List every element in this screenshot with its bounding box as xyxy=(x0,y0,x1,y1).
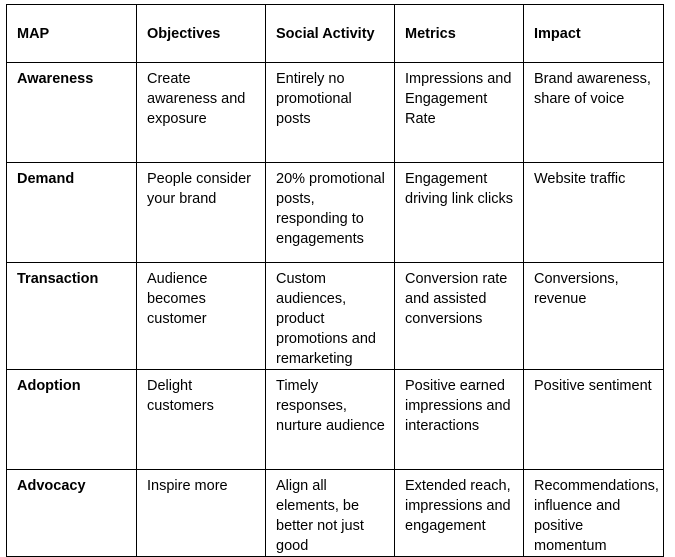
impact-cell: Positive sentiment xyxy=(524,370,664,470)
social-activity-cell: Custom audiences, product promotions and remarketing xyxy=(266,263,395,370)
objectives-cell: Inspire more xyxy=(137,470,266,557)
table-header-row xyxy=(7,5,664,63)
impact-cell: Conversions, revenue xyxy=(524,263,664,370)
metrics-cell: Extended reach, impressions and engagement xyxy=(395,470,524,557)
table-row-adoption xyxy=(7,370,664,470)
impact-cell: Brand awareness, share of voice xyxy=(524,63,664,163)
header-cell-map: MAP xyxy=(7,5,137,63)
metrics-cell: Conversion rate and assisted conversions xyxy=(395,263,524,370)
metrics-cell: Impressions and Engagement Rate xyxy=(395,63,524,163)
header-cell-social-activity: Social Activity xyxy=(266,5,395,63)
map-framework-table xyxy=(6,4,664,557)
metrics-cell: Engagement driving link clicks xyxy=(395,163,524,263)
metrics-cell: Positive earned impressions and interactions xyxy=(395,370,524,470)
table-row-demand xyxy=(7,163,664,263)
header-cell-impact: Impact xyxy=(524,5,664,63)
impact-cell: Recommendations, influence and positive momentum xyxy=(524,470,664,557)
objectives-cell: Delight customers xyxy=(137,370,266,470)
social-activity-cell: Entirely no promotional posts xyxy=(266,63,395,163)
objectives-cell: Audience becomes customer xyxy=(137,263,266,370)
table-row-awareness xyxy=(7,63,664,163)
header-cell-metrics: Metrics xyxy=(395,5,524,63)
header-cell-objectives: Objectives xyxy=(137,5,266,63)
social-activity-cell: 20% promotional posts, responding to engagements xyxy=(266,163,395,263)
table-row-advocacy xyxy=(7,470,664,557)
objectives-cell: People consider your brand xyxy=(137,163,266,263)
objectives-cell: Create awareness and exposure xyxy=(137,63,266,163)
stage-cell: Awareness xyxy=(7,63,137,163)
stage-cell: Adoption xyxy=(7,370,137,470)
social-activity-cell: Timely responses, nurture audience xyxy=(266,370,395,470)
stage-cell: Advocacy xyxy=(7,470,137,557)
social-activity-cell: Align all elements, be better not just good xyxy=(266,470,395,557)
table-row-transaction xyxy=(7,263,664,370)
impact-cell: Website traffic xyxy=(524,163,664,263)
stage-cell: Demand xyxy=(7,163,137,263)
stage-cell: Transaction xyxy=(7,263,137,370)
